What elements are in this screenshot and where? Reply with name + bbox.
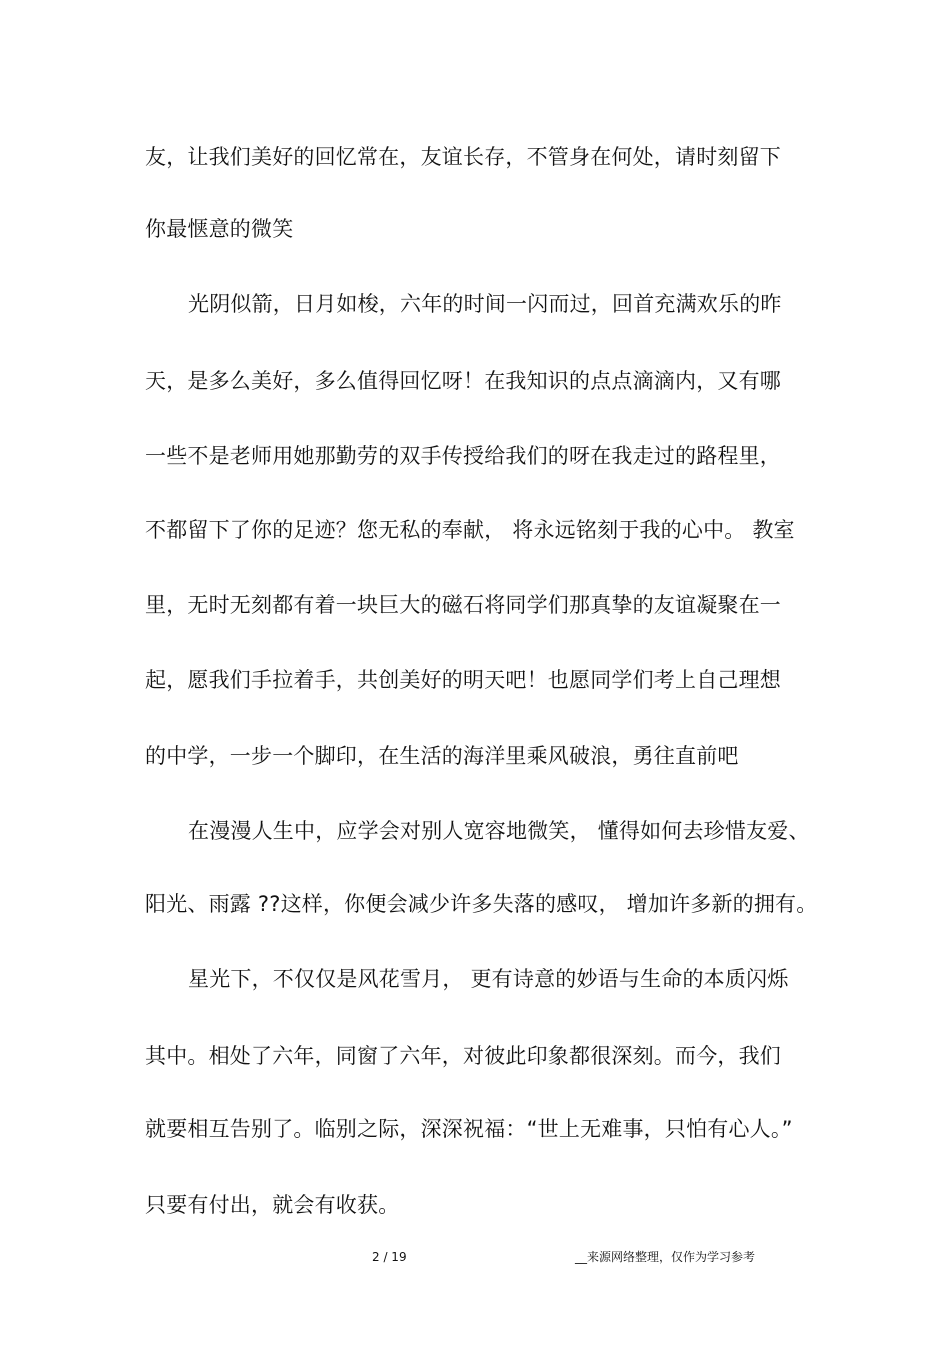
paragraph-line: 天，是多么美好，多么值得回忆呀！在我知识的点点滴滴内，又有哪 — [145, 369, 781, 393]
paragraph-line: 一些不是老师用她那勤劳的双手传授给我们的呀在我走过的路程里， — [145, 444, 781, 468]
paragraph-line: 不都留下了你的足迹？您无私的奉献， 将永远铭刻于我的心中。 教室 — [145, 518, 795, 542]
paragraph-line: 光阴似箭，日月如梭，六年的时间一闪而过，回首充满欢乐的昨 — [188, 292, 782, 316]
paragraph-line: 只要有付出，就会有收获。 — [145, 1193, 400, 1217]
paragraph-line: 起，愿我们手拉着手，共创美好的明天吧！也愿同学们考上自己理想 — [145, 668, 781, 692]
paragraph-line: 星光下，不仅仅是风花雪月， 更有诗意的妙语与生命的本质闪烁 — [188, 967, 789, 991]
paragraph-line: 其中。相处了六年，同窗了六年，对彼此印象都很深刻。而今，我们 — [145, 1044, 781, 1068]
paragraph-line: 的中学，一步一个脚印，在生活的海洋里乘风破浪，勇往直前吧 — [145, 744, 739, 768]
footer-note: __来源网络整理，仅作为学习参考 — [575, 1250, 756, 1264]
paragraph-line: 在漫漫人生中，应学会对别人宽容地微笑， 懂得如何去珍惜友爱、 — [188, 819, 810, 843]
paragraph-line: 友，让我们美好的回忆常在，友谊长存，不管身在何处，请时刻留下 — [145, 145, 781, 169]
paragraph-line: 就要相互告别了。临别之际，深深祝福：“世上无难事，只怕有心人。” — [145, 1117, 793, 1141]
paragraph-line: 你最惬意的微笑 — [145, 217, 294, 241]
paragraph-line: 阳光、雨露 ??这样，你便会减少许多失落的感叹， 增加许多新的拥有。 — [145, 892, 818, 916]
paragraph-line: 里，无时无刻都有着一块巨大的磁石将同学们那真挚的友谊凝聚在一 — [145, 593, 781, 617]
page-number: 2 / 19 — [372, 1250, 407, 1264]
